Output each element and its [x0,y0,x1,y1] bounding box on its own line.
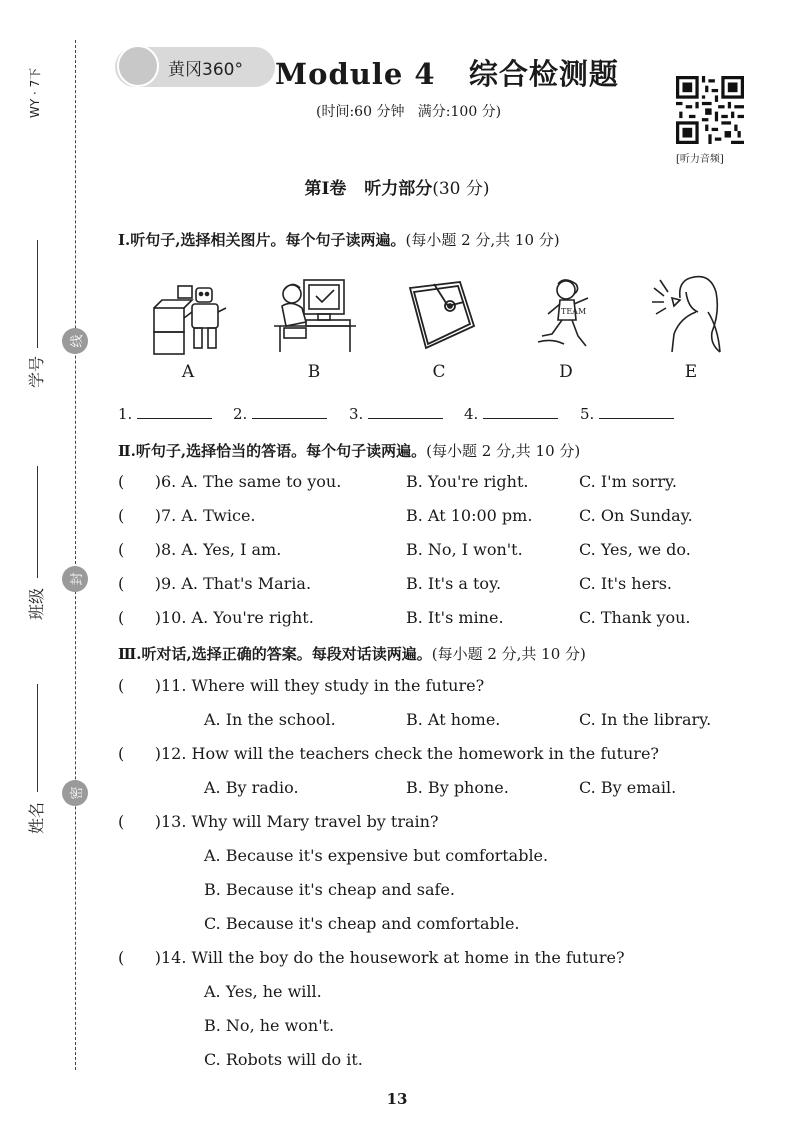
question-13-option-a: A. Because it's expensive but comfortable. [204,846,549,865]
question-7[interactable]: ( )7. A. Twice. [118,506,256,525]
picture-label-d: D [559,362,573,382]
student-id-line [37,240,38,348]
answer-blank-1[interactable]: 1. [118,404,212,423]
name-line [37,684,38,792]
question-6[interactable]: ( )6. A. The same to you. [118,472,342,491]
answer-blank-3[interactable]: 3. [349,404,443,423]
answer-blank-4[interactable]: 4. [464,404,558,423]
question-8-option-b: B. No, I won't. [406,540,523,559]
question-9-option-c: C. It's hers. [579,574,673,593]
question-11-option-a: A. In the school. [204,710,336,729]
question-7-option-c: C. On Sunday. [579,506,693,525]
student-id-label: 学号 [27,355,46,388]
question-13[interactable]: ( )13. Why will Mary travel by train? [118,812,439,831]
question-12[interactable]: ( )12. How will the teachers check the homework in the future? [118,744,659,763]
question-11-option-c: C. In the library. [579,710,712,729]
question-12-option-a: A. By radio. [204,778,299,797]
qr-caption: [听力音频] [676,154,724,165]
question-9-option-b: B. It's a toy. [406,574,502,593]
question-8-option-c: C. Yes, we do. [579,540,691,559]
answer-blank-2[interactable]: 2. [233,404,327,423]
picture-label-a: A [181,362,195,382]
logo-text: 黄冈360° [168,60,243,80]
question-13-option-c: C. Because it's cheap and comfortable. [204,914,520,933]
question-6-option-b: B. You're right. [406,472,529,491]
qr-code-icon[interactable] [676,76,744,144]
woman-shouting-icon [650,272,732,354]
section-2-title: Ⅱ.听句子,选择恰当的答语。每个句子读两遍。(每小题 2 分,共 10 分) [118,442,581,460]
question-13-option-b: B. Because it's cheap and safe. [204,880,455,899]
question-7-option-b: B. At 10:00 pm. [406,506,533,525]
wallet-icon [404,276,480,352]
grade-label: WY · 7下 [28,67,42,118]
class-line [37,466,38,578]
name-label: 姓名 [27,801,46,834]
question-12-option-b: B. By phone. [406,778,509,797]
page-number: 13 [386,1090,408,1108]
running-girl-icon [534,276,598,354]
question-6-option-c: C. I'm sorry. [579,472,677,491]
seal-seal: 封 [62,566,88,592]
answer-blank-5[interactable]: 5. [580,404,674,423]
question-12-option-c: C. By email. [579,778,677,797]
picture-label-c: C [432,362,446,382]
time-info: (时间:60 分钟 满分:100 分) [316,104,502,120]
picture-label-e: E [684,362,698,382]
question-14-option-a: A. Yes, he will. [204,982,322,1001]
section-1-title: Ⅰ.听句子,选择相关图片。每个句子读两遍。(每小题 2 分,共 10 分) [118,231,560,249]
page-title: Module 4 综合检测题 [275,57,619,91]
boy-at-computer-icon [272,272,358,354]
class-label: 班级 [27,587,46,620]
question-8[interactable]: ( )8. A. Yes, I am. [118,540,282,559]
question-14-option-b: B. No, he won't. [204,1016,335,1035]
question-11-option-b: B. At home. [406,710,501,729]
picture-label-b: B [307,362,321,382]
question-9[interactable]: ( )9. A. That's Maria. [118,574,312,593]
logo-mascot-icon [117,45,159,87]
question-10[interactable]: ( )10. A. You're right. [118,608,314,627]
seal-secret: 密 [62,780,88,806]
question-11[interactable]: ( )11. Where will they study in the future? [118,676,485,695]
robot-with-boxes-icon [148,278,228,356]
seal-line: 线 [62,328,88,354]
question-14-option-c: C. Robots will do it. [204,1050,363,1069]
question-10-option-b: B. It's mine. [406,608,504,627]
section-3-title: Ⅲ.听对话,选择正确的答案。每段对话读两遍。(每小题 2 分,共 10 分) [118,645,586,663]
part-title: 第Ⅰ卷 听力部分(30 分) [304,179,490,199]
svg-text:TEAM: TEAM [561,307,587,316]
question-10-option-c: C. Thank you. [579,608,691,627]
question-14[interactable]: ( )14. Will the boy do the housework at home in the future? [118,948,625,967]
